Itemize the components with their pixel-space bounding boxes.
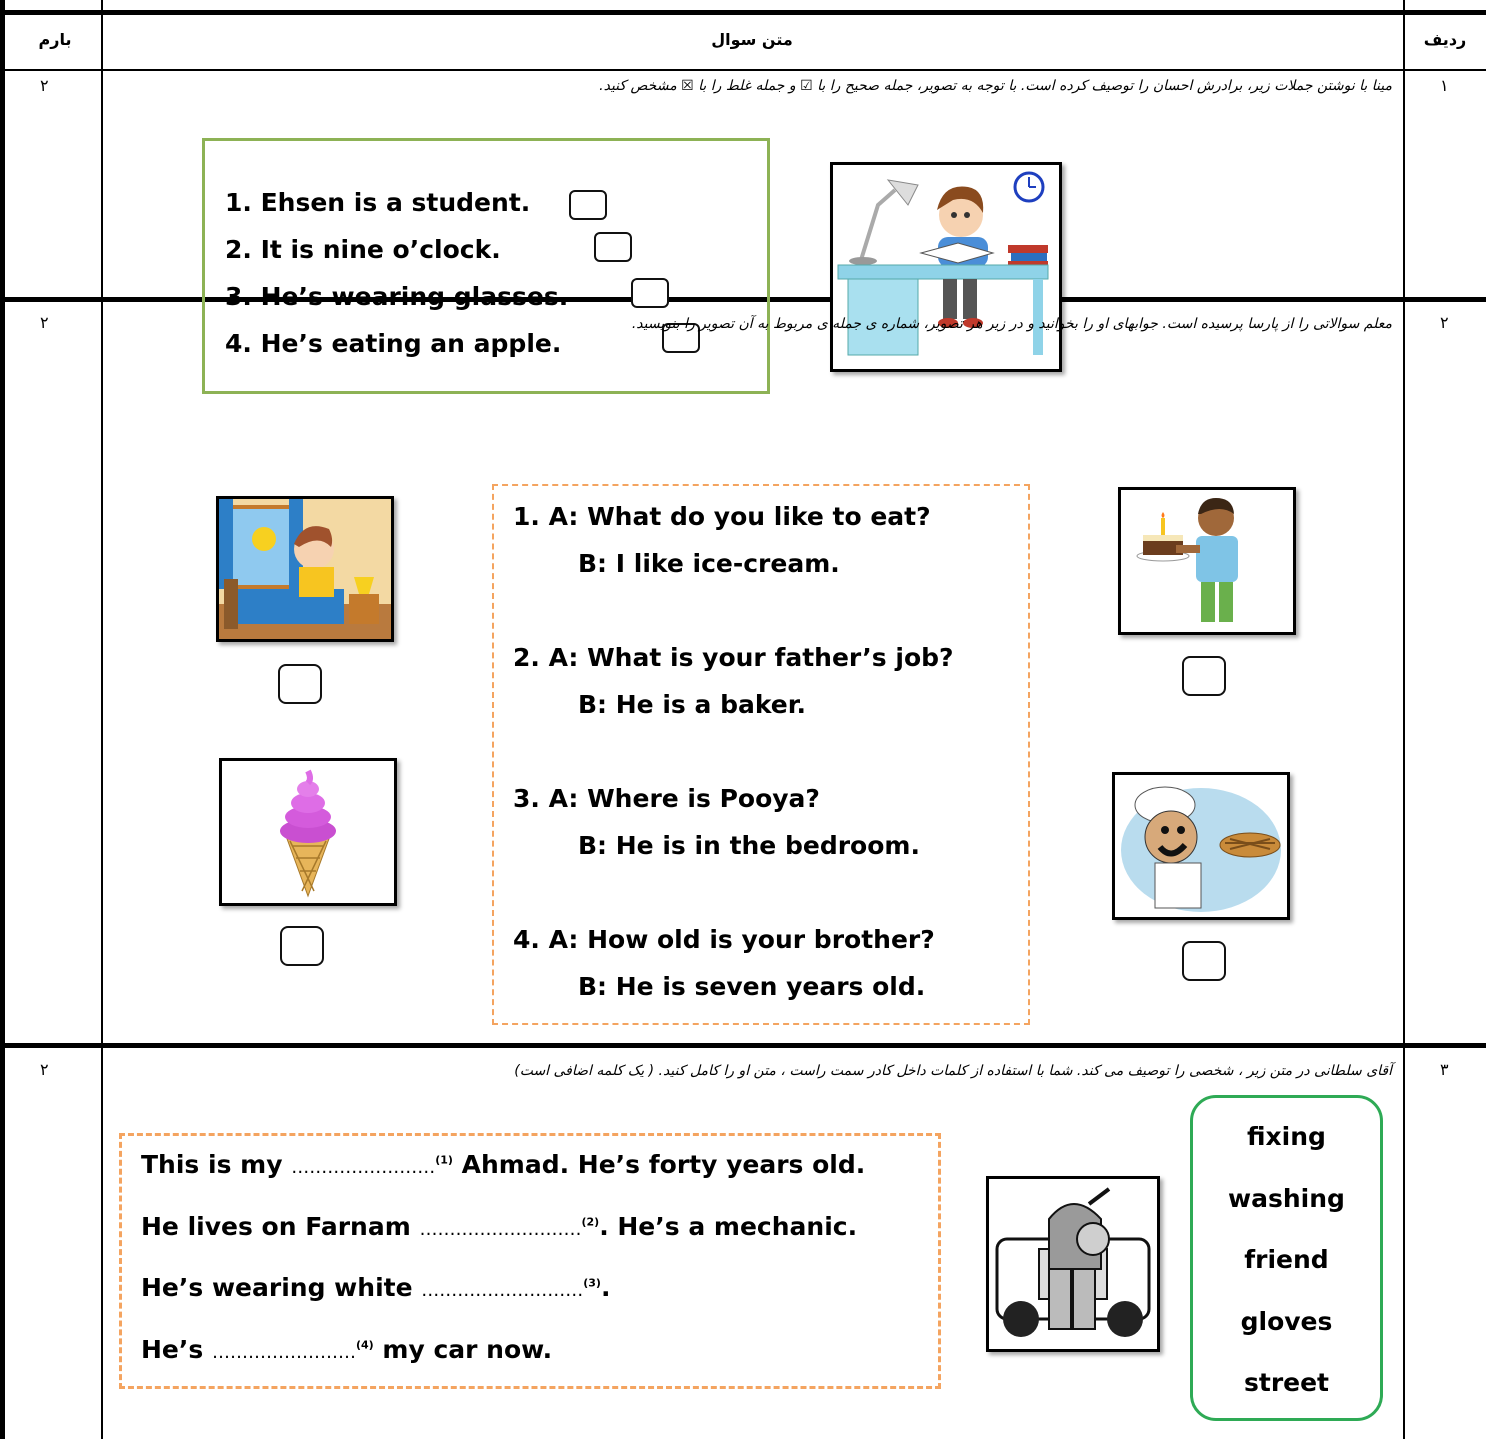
q1-checkbox-1[interactable] [569, 190, 607, 220]
q2-checkbox-ice-cream[interactable] [280, 926, 324, 966]
q3-word-washing: washing [1228, 1184, 1345, 1213]
q2-bedroom-image [216, 496, 394, 642]
q2-ice-cream-image [219, 758, 397, 906]
q3-word-friend: friend [1244, 1245, 1329, 1274]
q2-checkbox-boy-cake[interactable] [1182, 656, 1226, 696]
q3-word-street: street [1243, 1368, 1330, 1397]
q1-checkbox-2[interactable] [594, 232, 632, 262]
q1-checkbox-3[interactable] [631, 278, 669, 308]
header-score: بارم [38, 30, 72, 49]
q3-blank-1[interactable]: …………………… [291, 1157, 436, 1178]
q3-line-2-post: . He’s a mechanic. [599, 1212, 858, 1241]
q3-line-2-pre: He lives on Farnam [141, 1212, 420, 1241]
q3-word-gloves: gloves [1240, 1307, 1333, 1336]
q3-line-1 [141, 1150, 865, 1179]
q2-dialog-1-a: 1. A: What do you like to eat? [513, 502, 931, 531]
q3-blank-1-number: (1) [435, 1153, 453, 1167]
row2-divider [0, 1043, 1486, 1048]
q2-dialog-4-b: B: He is seven years old. [578, 972, 926, 1001]
header-row: ردیف [1423, 30, 1467, 49]
q3-line-1-pre: This is my [141, 1150, 292, 1179]
q3-line-4-pre: He’s [141, 1335, 212, 1364]
q3-word-fixing: fixing [1247, 1122, 1326, 1151]
q3-line-3-pre: He’s wearing white [141, 1273, 422, 1302]
q2-checkbox-bedroom[interactable] [278, 664, 322, 704]
q3-line-4-post: my car now. [373, 1335, 553, 1364]
q2-dialog-4-a: 4. A: How old is your brother? [513, 925, 935, 954]
q3-row: ۳ [1440, 1060, 1449, 1079]
q2-boy-cake-image [1118, 487, 1296, 635]
q1-instruction: مینا با نوشتن جملات زیر، برادرش احسان را توصیف کرده است. با توجه به تصویر، جمله صحیح را با ☑ و جمله غلط را با ☒ مشخص کنید. [599, 78, 1392, 94]
q2-checkbox-baker[interactable] [1182, 941, 1226, 981]
q2-dialog-3-a: 3. A: Where is Pooya? [513, 784, 820, 813]
q3-line-3-post: . [600, 1273, 611, 1302]
header-question: متن سوال [711, 30, 793, 49]
q2-row: ۲ [1440, 313, 1449, 332]
q3-blank-2-number: (2) [581, 1215, 600, 1229]
left-border [0, 0, 5, 1439]
q3-line-3 [141, 1273, 610, 1302]
q2-dialog-2-a: 2. A: What is your father’s job? [513, 643, 954, 672]
top-border [0, 10, 1486, 15]
q1-row: ۱ [1440, 76, 1449, 95]
q3-blank-3[interactable]: ……………………… [421, 1280, 584, 1301]
header-divider [0, 69, 1486, 71]
q1-sentence-1: 1. Ehsen is a student. [225, 188, 531, 217]
q1-boy-studying-image [830, 162, 1062, 372]
q2-dialog-1-b: B: I like ice-cream. [578, 549, 840, 578]
q3-blank-4-number: (4) [355, 1338, 374, 1352]
q1-sentence-3: 3. He’s wearing glasses. [225, 282, 569, 311]
q3-score: ۲ [40, 1060, 49, 1079]
q3-blank-2[interactable]: ……………………… [419, 1219, 582, 1240]
q1-score: ۲ [40, 76, 49, 95]
q3-line-4 [141, 1335, 552, 1364]
q3-instruction: آقای سلطانی در متن زیر ، شخصی را توصیف می کند. شما با استفاده از کلمات داخل کادر سمت راست ، متن او را کامل کنید. ( یک کلمه اضافی است) [514, 1063, 1392, 1079]
q3-mechanic-image [986, 1176, 1160, 1352]
q2-baker-image [1112, 772, 1290, 920]
col-divider-score [101, 0, 103, 1439]
q1-sentence-4: 4. He’s eating an apple. [225, 329, 562, 358]
q3-blank-3-number: (3) [583, 1276, 601, 1290]
q2-dialog-2-b: B: He is a baker. [578, 690, 807, 719]
q3-line-2 [141, 1212, 857, 1241]
q2-dialog-3-b: B: He is in the bedroom. [578, 831, 920, 860]
q3-line-1-post: Ahmad. He’s forty years old. [452, 1150, 866, 1179]
q2-instruction: معلم سوالاتی را از پارسا پرسیده است. جوابهای او را بخوانید و در زیر هر تصویر، شماره ی جمله ی مربوط به آن تصویر را بنویسید. [631, 316, 1392, 332]
q2-score: ۲ [40, 313, 49, 332]
col-divider-row [1403, 0, 1405, 1439]
q1-sentence-2: 2. It is nine o’clock. [225, 235, 501, 264]
q3-blank-4[interactable]: …………………… [211, 1342, 356, 1363]
